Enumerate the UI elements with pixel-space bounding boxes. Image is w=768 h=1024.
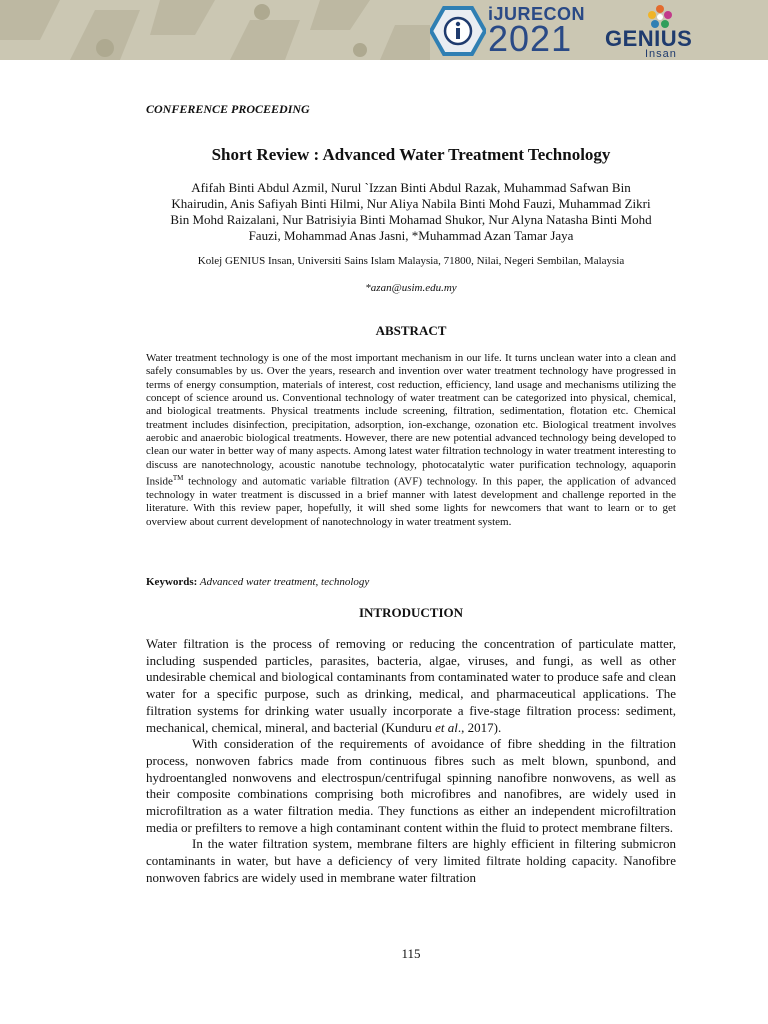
intro-paragraph-2: With consideration of the requirements of avoidance of fibre shedding in the filtration process, nonwoven fabrics made from continuous fibres such as melt blown, spunbond, and hydroentangled nonwovens and electrospun/centrifugal spinning nanofibre nonwovens, as well as their composite combinations comprising both microfibres and nanofibres, are widely used in microfiltration as a water filtration media. They functions as either an independent microfiltration media or prefilters to remove a high contaminant content within the fluid to protect membrane filters. (146, 736, 676, 835)
corresponding-email: *azan@usim.edu.my (365, 282, 457, 294)
event-year: 2021 (488, 18, 573, 59)
abstract-heading: ABSTRACT (375, 323, 447, 338)
keywords-label: Keywords: (146, 576, 198, 588)
abstract-part-1: Water treatment technology is one of the most important mechanism in our life. It turns unclean water into a clean and safely consumables by us. Over the years, research and invention over water treatment technology have progressed in terms of energy consumption, materials of interest, cost reduction, efficiency, land usage and mechanisms utilizing the concept of science around us. Conventional technology of water treatment can be categorized into physical, chemical, and biological treatments. Physical treatments include screening, filtration, sedimentation, flotation etc. Chemical treatment includes disinfection, precipitation, adsorption, ion-exchange, ozonation etc. Biological treatment involves aerobic and anaerobic biological treatments. However, there are new potential advanced technology being developed to clean our water in better way of many aspects. Among latest water filtration technology in water treatment interesting to discuss are nanotechnology, acoustic nanotube technology, photocatalytic water purification technology, aquaporin Inside (146, 352, 676, 488)
author-line: Bin Mohd Raizalani, Nur Batrisiyia Binti Mohamad Shukor, Nur Alyna Natasha Binti Mohd (170, 212, 652, 227)
header-banner (0, 0, 768, 60)
affiliation: Kolej GENIUS Insan, Universiti Sains Islam Malaysia, 71800, Nilai, Negeri Sembilan, Malaysia (197, 255, 625, 267)
introduction-heading: INTRODUCTION (358, 605, 463, 620)
introduction-body (146, 636, 676, 887)
trademark-mark: TM (172, 474, 184, 483)
event-name: iJURECON (488, 4, 586, 24)
ijurecon-logo-icon (430, 6, 486, 56)
keywords-text: Advanced water treatment, technology (197, 576, 370, 588)
abstract-part-2: technology and automatic variable filtration (AVF) technology. In this paper, the application of advanced technology in water treatment is discussed in a brief manner with latest development and challenge reported in the literature. With this review paper, hopefully, it will shed some lights for newcomers that want to learn or to get overview about current development of nanotechnology in water treatment system. (146, 475, 676, 528)
abstract-text (146, 352, 676, 529)
intro-paragraph-3: In the water filtration system, membrane filters are highly efficient in filtering submicron contaminants in water, but have a deficiency of very limited filtrate holding capacity. Nanofibre nonwoven fabrics are widely used in membrane water filtration (146, 836, 676, 885)
intro-paragraph-1 (146, 636, 676, 736)
author-line: Afifah Binti Abdul Azmil, Nurul `Izzan Binti Abdul Razak, Muhammad Safwan Bin (191, 180, 631, 195)
author-line: Fauzi, Mohammad Anas Jasni, *Muhammad Azan Tamar Jaya (248, 228, 574, 243)
keywords (146, 576, 676, 588)
conference-label: CONFERENCE PROCEEDING (146, 102, 310, 116)
gear-pattern-icon (0, 0, 430, 60)
author-line: Khairudin, Anis Safiyah Binti Hilmi, Nur Aliya Nabila Binti Mohd Fauzi, Muhammad Zikri (171, 196, 651, 211)
genius-insan-logo (605, 4, 715, 58)
paper-title: Short Review : Advanced Water Treatment Technology (211, 145, 611, 164)
intro-p1-etal: et al (435, 719, 458, 735)
org-name: GENIUS (605, 26, 693, 51)
page-number: 115 (401, 946, 421, 961)
author-list (146, 180, 676, 244)
org-subname: Insan (645, 48, 677, 60)
intro-p1-text: Water filtration is the process of removing or reducing the concentration of particulate matter, including suspended particles, parasites, bacteria, algae, viruses, and fungi, as well as other undesirable chemical and biological contaminants from contaminated water to produce safe and clean water for a specific purpose, such as drinking, medical, and pharmaceutical applications. The filtration systems for drinking water usually incorporate a five-stage filtration process: sediment, mechanical, chemical, mineral, and bacterial (Kunduru (146, 636, 676, 735)
intro-p1-end: ., 2017). (457, 719, 502, 735)
